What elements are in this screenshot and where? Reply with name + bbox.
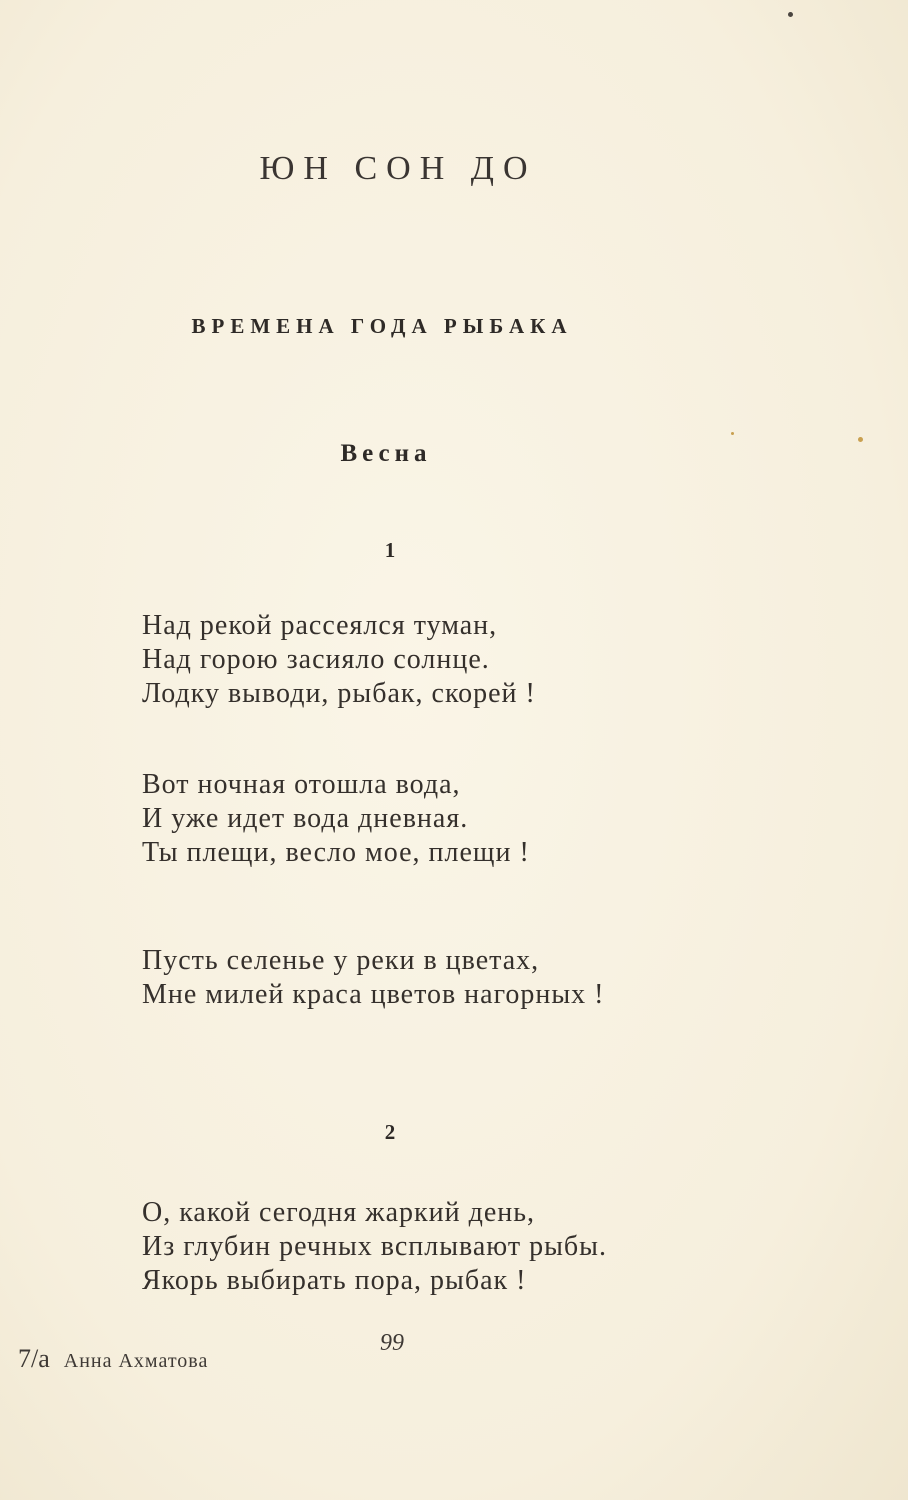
poem-number: 1: [384, 538, 396, 562]
poem-line: Мне милей краса цветов нагорных !: [142, 979, 605, 1010]
poem-number: 2: [384, 1120, 396, 1144]
signature-mark: 7/а: [18, 1344, 50, 1373]
stanza: [142, 768, 762, 870]
poem-line: Из глубин речных всплывают рыбы.: [142, 1231, 607, 1262]
paper-speck: [858, 437, 863, 442]
page-number: 99: [380, 1330, 404, 1356]
poem-line: Ты плещи, весло мое, плещи !: [142, 837, 530, 868]
poem-line: Пусть селенье у реки в цветах,: [142, 945, 540, 976]
stanza: [142, 609, 762, 711]
paper-speck: [788, 12, 793, 17]
author-name: ЮН СОН ДО: [259, 150, 537, 187]
paper-speck: [731, 432, 734, 435]
poem-line: Над рекой рассеялся туман,: [142, 610, 498, 641]
section-title: Весна: [340, 440, 432, 467]
stanza: [142, 1196, 762, 1298]
poem-line: Лодку выводи, рыбак, скорей !: [142, 678, 536, 709]
poem-line: Над горою засияло солнце.: [142, 644, 490, 675]
stanza: [142, 944, 762, 1012]
poem-line: Вот ночная отошла вода,: [142, 769, 461, 800]
signature-name: Анна Ахматова: [63, 1350, 209, 1372]
poem-line: Якорь выбирать пора, рыбак !: [142, 1265, 527, 1296]
poem-line: О, какой сегодня жаркий день,: [142, 1197, 536, 1228]
signature-line: [18, 1344, 208, 1374]
poem-line: И уже идет вода дневная.: [142, 803, 469, 834]
cycle-title: ВРЕМЕНА ГОДА РЫБАКА: [191, 314, 573, 338]
